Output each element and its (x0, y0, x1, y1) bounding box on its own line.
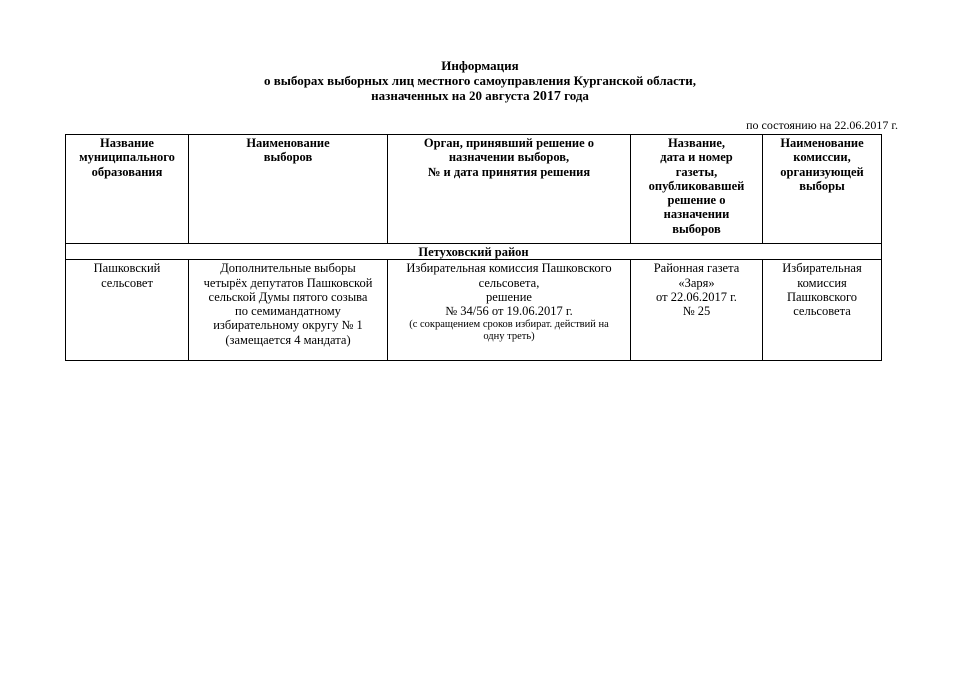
header-commission: Наименование комиссии, организующей выборы (763, 135, 882, 244)
header-municipality: Название муниципального образования (66, 135, 189, 244)
table-header-row (66, 135, 882, 244)
region-name: Петуховский район (66, 244, 882, 260)
title-year: 2017 (532, 89, 561, 104)
header-election-name: Наименование выборов (189, 135, 388, 244)
title-line-1: Информация (441, 58, 519, 73)
cell-deciding-body: Избирательная комиссия Пашковского сельсовета, решение № 34/56 от 19.06.2017 г. (с сокращением сроков избират. действий на одну треть) (388, 260, 631, 361)
header-newspaper: Название, дата и номер газеты, опубликовавшей решение о назначении выборов (631, 135, 763, 244)
region-row (66, 244, 882, 260)
cell-deciding-body-note: (с сокращением сроков избират. действий на одну треть) (409, 319, 609, 343)
table-row (66, 260, 882, 361)
cell-newspaper: Районная газета «Заря» от 22.06.2017 г. № 25 (631, 260, 763, 361)
document-title (0, 58, 960, 104)
elections-table (65, 134, 882, 361)
title-line-3-suffix: года (560, 88, 589, 103)
as-of-date: по состоянию на 22.06.2017 г. (746, 118, 898, 132)
title-line-3-prefix: назначенных на 20 августа (371, 88, 533, 103)
cell-municipality: Пашковский сельсовет (66, 260, 189, 361)
cell-election-name: Дополнительные выборы четырёх депутатов Пашковской сельской Думы пятого созыва по семимандатному избирательному округу № 1 (замещается 4 мандата) (189, 260, 388, 361)
title-line-3 (0, 88, 960, 104)
title-line-2: о выборах выборных лиц местного самоуправления Курганской области, (263, 73, 697, 88)
cell-commission: Избирательная комиссия Пашковского сельсовета (763, 260, 882, 361)
header-deciding-body: Орган, принявший решение о назначении выборов, № и дата принятия решения (388, 135, 631, 244)
